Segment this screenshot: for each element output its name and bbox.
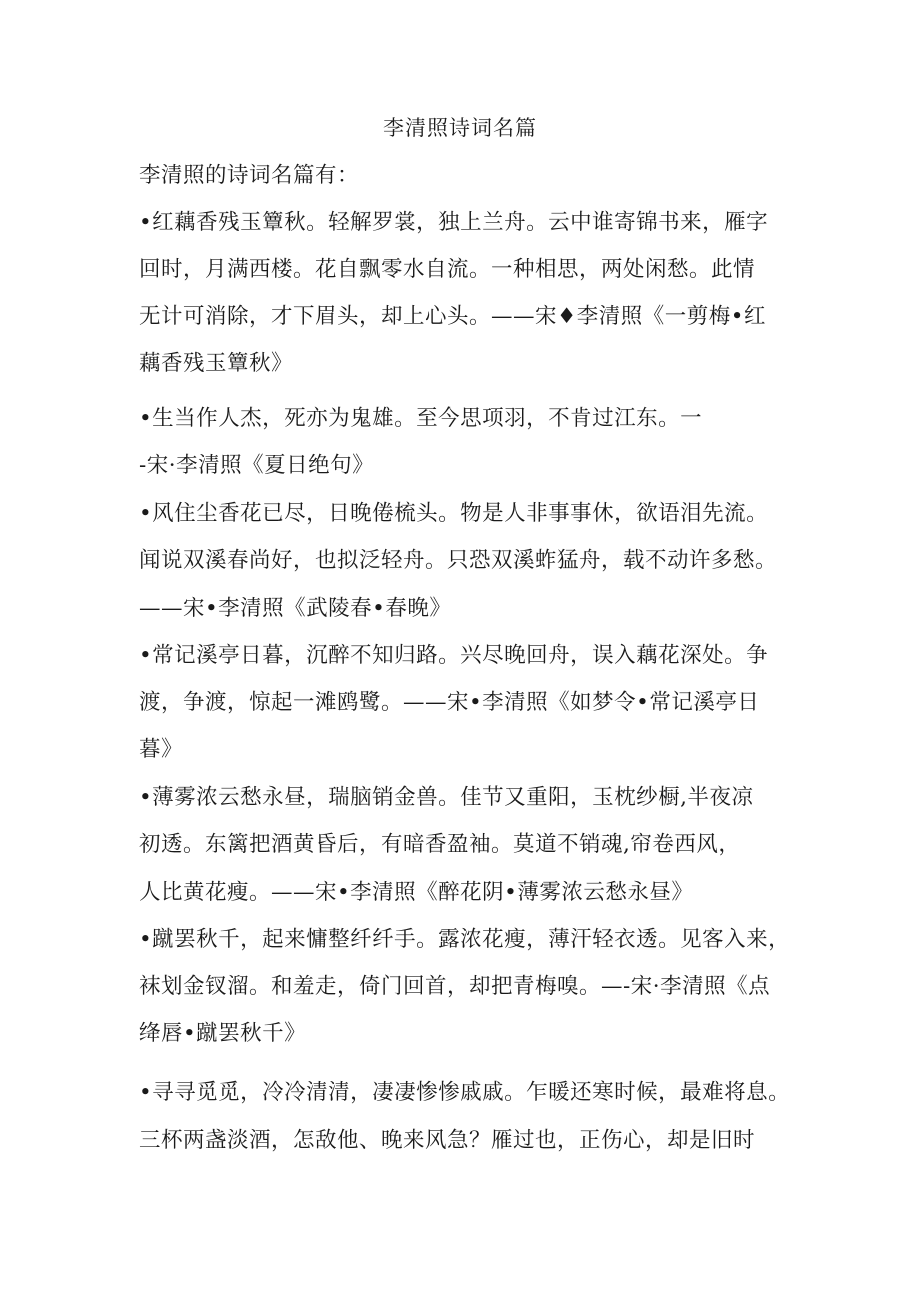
text-line: •红藕香残玉簟秋。轻解罗裳，独上兰舟。云中谁寄锦书来，雁字 (139, 210, 769, 235)
text-line: 初透。东篱把酒黄昏后，有暗香盈袖。莫道不销魂,帘卷西风， (139, 832, 741, 857)
text-line: 藕香残玉簟秋》 (139, 351, 294, 376)
text-line: 暮》 (139, 737, 184, 762)
text-line: 绛唇•蹴罢秋千》 (139, 1021, 307, 1046)
text-line: 回时，月满西楼。花自飘零水自流。一种相思，两处闲愁。此情 (139, 257, 756, 282)
text-line: •寻寻觅觅，冷冷清清，凄凄惨惨戚戚。乍暖还寒时候，最难将息。 (139, 1080, 791, 1105)
text-line: 袜划金钗溜。和羞走，倚门回首，却把青梅嗅。—-宋·李清照《点 (139, 974, 771, 999)
text-line: 闻说双溪春尚好，也拟泛轻舟。只恐双溪蚱猛舟，载不动许多愁。 (139, 548, 778, 573)
text-line: •风住尘香花已尽，日晚倦梳头。物是人非事事休，欲语泪先流。 (139, 501, 769, 526)
text-line: 渡，争渡，惊起一滩鸥鹭。——宋•李清照《如梦令•常记溪亭日 (139, 690, 760, 715)
text-line: •蹴罢秋千，起来慵整纤纤手。露浓花瘦，薄汗轻衣透。见客入来， (139, 927, 791, 952)
text-line: •薄雾浓云愁永昼，瑞脑销金兽。佳节又重阳，玉枕纱橱,半夜凉 (139, 785, 754, 810)
text-line: •常记溪亭日暮，沉醉不知归路。兴尽晚回舟，误入藕花深处。争 (139, 643, 769, 668)
text-line: -宋·李清照《夏日绝句》 (139, 453, 375, 478)
intro-line: 李清照的诗词名篇有： (139, 163, 360, 188)
text-line: ——宋•李清照《武陵春•春晚》 (139, 596, 452, 621)
text-line: 三杯两盏淡酒，怎敌他、晚来风急？雁过也，正伤心，却是旧时 (139, 1128, 756, 1153)
page-title: 李清照诗词名篇 (383, 116, 537, 140)
text-line: 无计可消除，才下眉头，却上心头。——宋♦李清照《一剪梅•红 (139, 304, 766, 329)
text-line: •生当作人杰，死亦为鬼雄。至今思项羽，不肯过江东。一 (139, 406, 703, 431)
text-line: 人比黄花瘦。——宋•李清照《醉花阴•薄雾浓云愁永昼》 (139, 880, 694, 905)
